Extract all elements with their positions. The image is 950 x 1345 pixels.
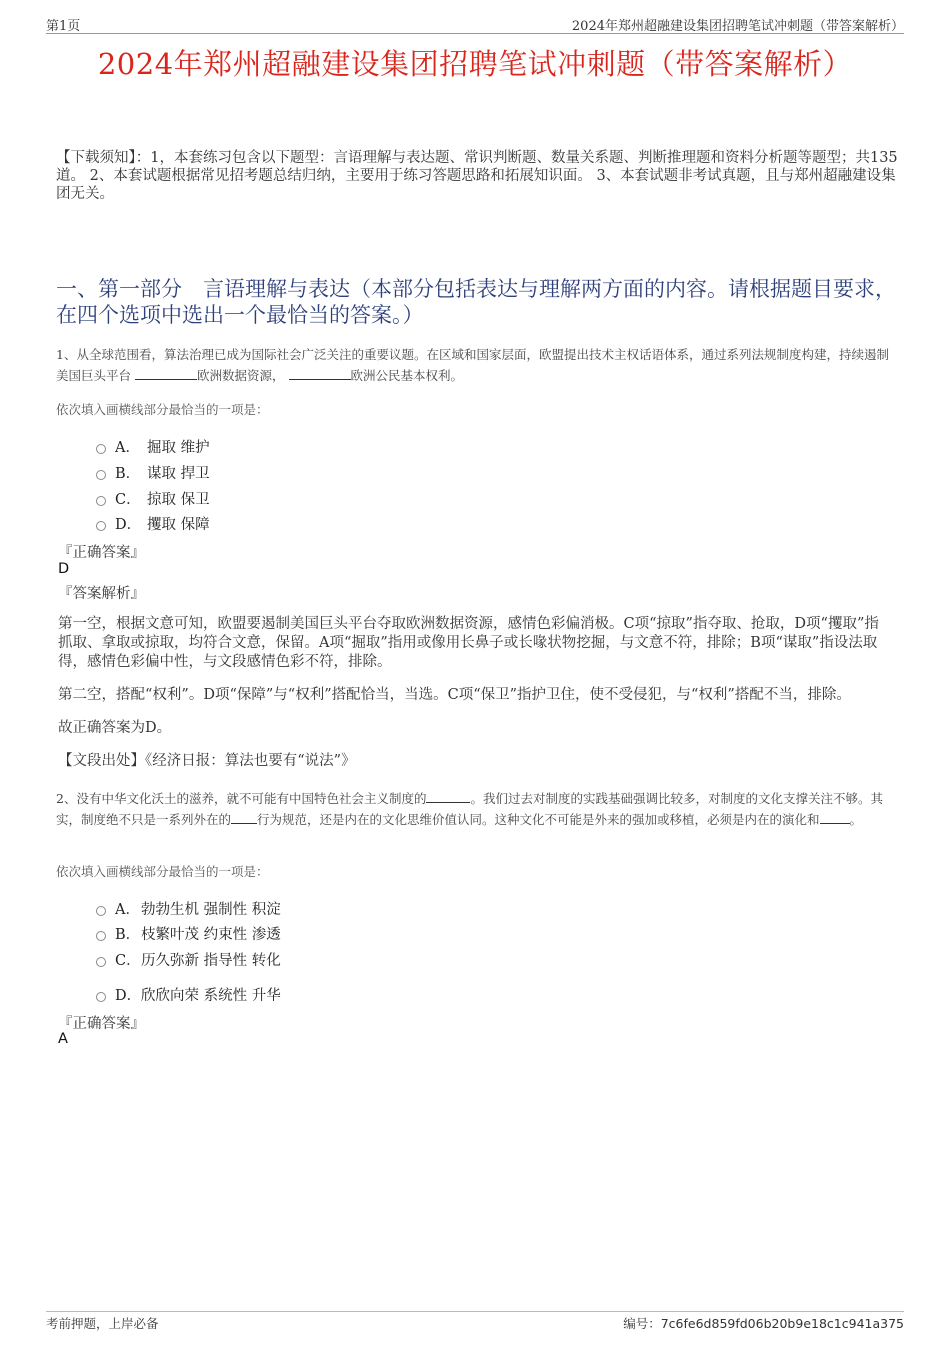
footer-divider (46, 1311, 904, 1312)
q1-analysis-paragraph: 第一空，根据文意可知，欧盟要遏制美国巨头平台夺取欧洲数据资源，感情色彩偏消极。C项“掠取”指夺取、抢取，D项“攫取”指抓取、拿取或掠取，均符合文意，保留。A项“掘取”指用或像用长鼻子或长喙状物挖掘，与文意不符，排除；B项“谋取”指设法取得，感情色彩偏中性，与文段感情色彩不符，排除。 (58, 616, 879, 670)
q2-option-a[interactable]: A． 勃勃生机 强制性 积淀 (96, 898, 281, 919)
q1-analysis-label: 『答案解析』 (58, 586, 145, 602)
blank-1 (426, 789, 470, 803)
footer-slogan: 考前押题，上岸必备 (46, 1316, 159, 1331)
blank-1 (135, 366, 197, 380)
q1-option-d[interactable]: D． 攫取 保障 (96, 513, 210, 534)
q1-analysis-paragraph: 第二空，搭配“权利”。D项“保障”与“权利”搭配恰当，当选。C项“保卫”指护卫住，使不受侵犯，与“权利”搭配不当，排除。 (58, 687, 851, 703)
radio-icon[interactable] (96, 992, 106, 1002)
q1-answer-label: 『正确答案』 (58, 545, 145, 561)
radio-icon[interactable] (96, 906, 106, 916)
radio-icon[interactable] (96, 957, 106, 967)
radio-icon[interactable] (96, 931, 106, 941)
question-2-prompt: 依次填入画横线部分最恰当的一项是： (56, 864, 269, 879)
download-notice: 【下载须知】：1，本套练习包含以下题型：言语理解与表达题、常识判断题、数量关系题、判断推理题和资料分析题等题型；共135道。 2、本套试题根据常见招考题总结归纳，主要用于练习答题思路和拓展知识面。 3、本套试题非考试真题，且与郑州超融建设集团无关。 (56, 150, 898, 202)
q1-option-c[interactable]: C． 掠取 保卫 (96, 488, 210, 509)
radio-icon[interactable] (96, 470, 106, 480)
question-2-text: 2、没有中华文化沃土的滋养，就不可能有中国特色社会主义制度的 。我们过去对制度的实践基础强调比较多，对制度的文化支撑关注不够。其实，制度绝不只是一系列外在的 行为规范，还是内在的文化思维价值认同。这种文化不可能是外来的强加或移植，必须是内在的演化和 。 (56, 791, 883, 827)
q1-analysis-conclusion: 故正确答案为D。 (58, 720, 172, 736)
q2-option-c[interactable]: C． 历久弥新 指导性 转化 (96, 949, 281, 970)
header-divider (46, 33, 904, 34)
footer-code: 编号：7c6fe6d859fd06b20b9e18c1c941a375 (623, 1316, 904, 1331)
blank-2 (289, 366, 351, 380)
q2-answer-label: 『正确答案』 (58, 1016, 145, 1032)
question-1-text: 1、从全球范围看，算法治理已成为国际社会广泛关注的重要议题。在区域和国家层面，欧盟提出技术主权话语体系，通过系列法规制度构建，持续遏制美国巨头平台 欧洲数据资源， 欧洲公民基本权利。 (56, 347, 889, 383)
radio-icon[interactable] (96, 496, 106, 506)
blank-3 (820, 810, 850, 824)
question-1-prompt: 依次填入画横线部分最恰当的一项是： (56, 402, 269, 417)
q2-answer: A (58, 1031, 68, 1047)
radio-icon[interactable] (96, 444, 106, 454)
q2-option-d[interactable]: D． 欣欣向荣 系统性 升华 (96, 984, 281, 1005)
page-title: 2024年郑州超融建设集团招聘笔试冲刺题（带答案解析） (97, 47, 853, 81)
q1-option-a[interactable]: A． 掘取 维护 (96, 436, 210, 457)
q2-option-b[interactable]: B． 枝繁叶茂 约束性 渗透 (96, 923, 281, 944)
header-doc-title: 2024年郑州超融建设集团招聘笔试冲刺题（带答案解析） (571, 19, 904, 34)
q1-source: 【文段出处】《经济日报：算法也要有“说法”》 (58, 753, 356, 769)
radio-icon[interactable] (96, 521, 106, 531)
q1-answer: D (58, 561, 70, 577)
q1-option-b[interactable]: B． 谋取 捍卫 (96, 462, 210, 483)
blank-2 (231, 810, 257, 824)
section-title: 一、第一部分 言语理解与表达（本部分包括表达与理解两方面的内容。请根据题目要求，在四个选项中选出一个最恰当的答案。） (56, 277, 896, 327)
page-number: 第1页 (46, 19, 81, 34)
